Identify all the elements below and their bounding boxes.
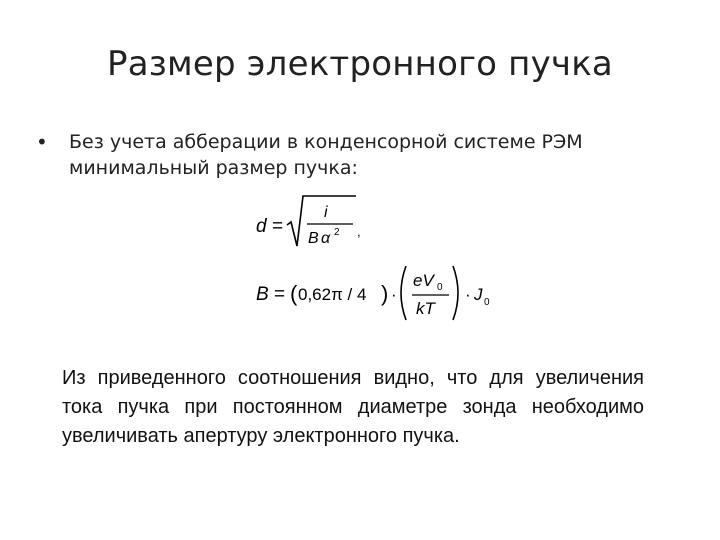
bullet-text: Без учета абберации в конденсорной системе РЭМ минимальный размер пучка: [69, 131, 583, 179]
f2-num-sub: 0 [437, 282, 443, 293]
f2-lhs: B [256, 284, 269, 305]
f2-coef: 0,62π / 4 [298, 285, 367, 304]
slide-title: Размер электронного пучка [107, 44, 613, 84]
f1-den-b: B [308, 230, 319, 247]
f2-equals: = [274, 284, 286, 305]
f2-dot-2: · [465, 285, 471, 304]
f2-den: kT [416, 299, 435, 318]
f1-lhs: d [256, 216, 267, 237]
explanation-text: Из приведенного соотношения видно, что для увеличения тока пучка при постоянном диаметре зонда необходимо увеличивать апертуру электронного пучка. [62, 367, 644, 447]
f1-den-alpha: α [321, 230, 331, 247]
f2-big-paren-left [401, 266, 406, 320]
formula-svg [250, 188, 510, 328]
f2-close-paren: ) [381, 281, 389, 306]
formula-brightness [256, 266, 490, 320]
f2-num: eV [413, 271, 434, 290]
f2-big-paren-right [453, 266, 458, 320]
formula-diameter [256, 196, 361, 247]
f2-open-paren: ( [290, 281, 298, 306]
f1-comma: , [357, 224, 361, 239]
f2-tail: J [474, 285, 483, 304]
f2-dot-1: · [391, 285, 397, 304]
f1-numerator: i [324, 204, 328, 221]
f2-tail-sub: 0 [484, 297, 490, 308]
formula-block [250, 188, 510, 328]
bullet-marker: • [36, 130, 48, 154]
f1-den-exp: 2 [334, 227, 340, 238]
f1-equals: = [272, 216, 284, 237]
